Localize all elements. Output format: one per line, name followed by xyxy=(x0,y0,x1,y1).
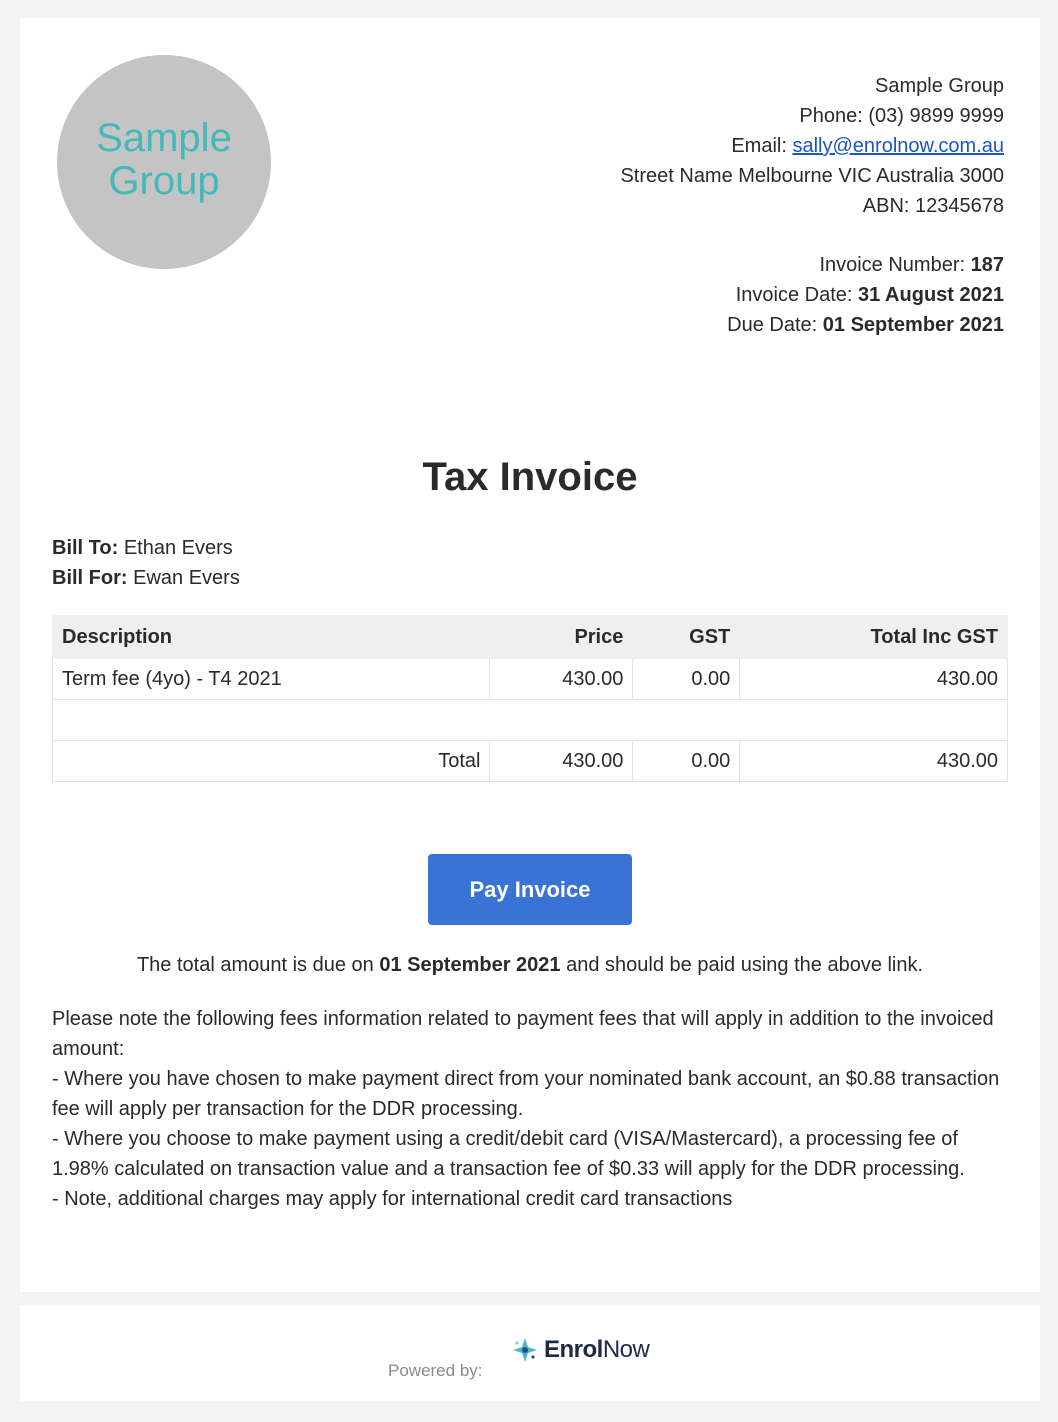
enrolnow-logo-icon xyxy=(510,1335,540,1365)
company-email xyxy=(620,131,1004,161)
due-note-pre: The total amount is due on xyxy=(136,954,374,976)
bill-for-label: Bill For: xyxy=(52,567,128,589)
phone-value: (03) 9899 9999 xyxy=(868,105,1004,127)
fees-item-card: - Where you choose to make payment using a credit/debit card (VISA/Mastercard), a processing fee of 1.98% calculated on transaction value and a transaction fee of $0.33 will apply for the DDR processing. xyxy=(52,1128,965,1180)
bill-to-value: Ethan Evers xyxy=(123,537,233,559)
invoice-number xyxy=(727,250,1004,280)
row-description: Term fee (4yo) - T4 2021 xyxy=(53,659,490,700)
email-label: Email: xyxy=(731,135,787,157)
company-abn xyxy=(620,191,1004,221)
due-date xyxy=(727,310,1004,340)
due-date-label: Due Date: xyxy=(727,314,818,336)
fees-item-international: - Note, additional charges may apply for international credit card transactions xyxy=(52,1188,733,1210)
due-note-date: 01 September 2021 xyxy=(379,954,561,976)
invoice-date-label: Invoice Date: xyxy=(735,284,853,306)
invoice-number-label: Invoice Number: xyxy=(819,254,966,276)
invoice-card xyxy=(20,18,1040,1292)
billing-info xyxy=(52,533,240,593)
row-gst: 0.00 xyxy=(633,659,740,700)
invoice-date xyxy=(727,280,1004,310)
line-items-table xyxy=(52,615,1008,782)
brand-text xyxy=(544,1336,649,1364)
company-logo xyxy=(57,55,271,269)
table-spacer-row xyxy=(53,700,1008,741)
total-gst: 0.00 xyxy=(633,741,740,782)
invoice-number-value: 187 xyxy=(970,254,1004,276)
header-price: Price xyxy=(490,616,633,659)
invoice-date-value: 31 August 2021 xyxy=(858,284,1004,306)
due-date-value: 01 September 2021 xyxy=(822,314,1004,336)
pay-invoice-button[interactable]: Pay Invoice xyxy=(428,854,632,925)
spacer-cell xyxy=(53,700,1008,741)
fees-intro: Please note the following fees information related to payment fees that will apply in addition to the invoiced amount: xyxy=(52,1008,994,1060)
bill-for xyxy=(52,563,240,593)
abn-value: 12345678 xyxy=(915,195,1004,217)
table-header-row xyxy=(53,616,1008,659)
header-description: Description xyxy=(53,616,490,659)
powered-by-label: Powered by: xyxy=(388,1361,483,1380)
logo-text xyxy=(57,117,271,203)
email-link[interactable]: sally@enrolnow.com.au xyxy=(792,135,1004,157)
header-total: Total Inc GST xyxy=(740,616,1008,659)
company-address: Street Name Melbourne VIC Australia 3000 xyxy=(620,165,1004,187)
abn-label: ABN: xyxy=(862,195,910,217)
phone-label: Phone: xyxy=(799,105,863,127)
total-amount: 430.00 xyxy=(740,741,1008,782)
row-total: 430.00 xyxy=(740,659,1008,700)
bill-to xyxy=(52,533,240,563)
company-details xyxy=(620,71,1004,221)
due-note xyxy=(20,950,1040,980)
brand-text-part1: Enrol xyxy=(544,1336,603,1363)
invoice-meta xyxy=(727,250,1004,340)
brand-text-part2: Now xyxy=(602,1336,650,1363)
logo-line-1: Sample xyxy=(96,116,232,160)
fees-info xyxy=(52,1004,1012,1214)
due-note-post: and should be paid using the above link. xyxy=(566,954,924,976)
logo-line-2: Group xyxy=(108,159,220,203)
row-price: 430.00 xyxy=(490,659,633,700)
footer xyxy=(20,1305,1040,1401)
bill-to-label: Bill To: xyxy=(52,537,119,559)
enrolnow-brand-link[interactable] xyxy=(510,1335,649,1365)
header-gst: GST xyxy=(633,616,740,659)
page-title: Tax Invoice xyxy=(422,455,638,499)
bill-for-value: Ewan Evers xyxy=(133,567,240,589)
total-price: 430.00 xyxy=(490,741,633,782)
fees-item-bank: - Where you have chosen to make payment direct from your nominated bank account, an $0.88 transaction fee will apply per transaction for the DDR processing. xyxy=(52,1068,1000,1120)
table-total-row xyxy=(53,741,1008,782)
company-phone xyxy=(620,101,1004,131)
total-label: Total xyxy=(53,741,490,782)
company-name: Sample Group xyxy=(875,75,1004,97)
table-row xyxy=(53,659,1008,700)
